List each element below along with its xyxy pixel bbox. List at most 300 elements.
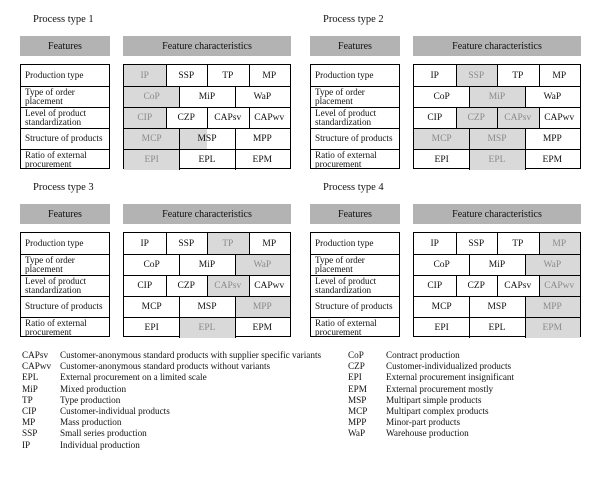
cell-divider bbox=[525, 150, 526, 170]
cell-divider bbox=[235, 150, 236, 170]
feature-label bbox=[311, 86, 399, 107]
characteristic-cell bbox=[525, 87, 580, 107]
characteristic-cell bbox=[539, 233, 581, 254]
characteristic-label: MSP bbox=[487, 302, 507, 312]
characteristic-label: WaP bbox=[543, 260, 562, 270]
feature-label-line: Structure of products bbox=[25, 301, 103, 312]
characteristic-cell bbox=[124, 129, 179, 149]
feature-label bbox=[311, 128, 399, 149]
characteristic-row bbox=[414, 317, 580, 338]
legend-entry bbox=[22, 361, 321, 372]
characteristic-cell bbox=[124, 65, 166, 86]
characteristic-label: EPI bbox=[144, 155, 159, 165]
cell-divider bbox=[235, 297, 236, 317]
characteristic-label: IP bbox=[430, 238, 439, 249]
feature-label-line: Production type bbox=[315, 69, 374, 80]
characteristics-grid bbox=[123, 64, 291, 169]
features-header: Features bbox=[20, 36, 110, 56]
cell-divider bbox=[539, 65, 540, 86]
legend-entry bbox=[348, 417, 514, 428]
characteristic-cell bbox=[414, 297, 469, 317]
characteristic-label: SSP bbox=[468, 238, 485, 249]
characteristic-label: CAPsv bbox=[214, 281, 242, 291]
legend-abbreviation: CAPwv bbox=[22, 361, 52, 372]
characteristic-cell bbox=[235, 297, 290, 317]
legend-entry bbox=[22, 406, 321, 417]
characteristic-cell bbox=[525, 318, 580, 338]
characteristic-label: MPP bbox=[542, 134, 562, 144]
legend-entry bbox=[348, 428, 514, 439]
legend-abbreviation: CZP bbox=[348, 361, 365, 372]
legend-description: Minor-part products bbox=[386, 417, 461, 428]
characteristic-label: MiP bbox=[488, 92, 506, 102]
characteristic-label: CoP bbox=[143, 260, 160, 270]
characteristic-row bbox=[414, 254, 580, 275]
characteristic-cell bbox=[166, 108, 208, 128]
feature-characteristics-header: Feature characteristics bbox=[413, 36, 581, 56]
legend-entry bbox=[348, 372, 514, 383]
characteristic-row bbox=[124, 254, 290, 275]
legend-description: Small series production bbox=[60, 428, 147, 439]
characteristic-cell bbox=[414, 65, 456, 86]
characteristic-label: MP bbox=[262, 238, 277, 249]
features-column bbox=[20, 232, 110, 337]
process-type-title: Process type 3 bbox=[33, 182, 94, 193]
feature-label bbox=[311, 107, 399, 128]
legend-abbreviation: SSP bbox=[22, 428, 38, 439]
legend-abbreviation: MP bbox=[22, 417, 36, 428]
feature-label-line: placement bbox=[315, 96, 353, 106]
legend-entry bbox=[348, 361, 514, 372]
cell-divider bbox=[249, 108, 250, 128]
legend-description: External procurement on a limited scale bbox=[60, 372, 207, 383]
legend-description: Customer-anonymous standard products with supplier specific variants bbox=[60, 350, 322, 360]
legend-entry bbox=[22, 384, 321, 395]
characteristic-label: MCP bbox=[431, 302, 452, 312]
characteristic-cell bbox=[179, 87, 234, 107]
legend-description: Warehouse production bbox=[386, 428, 469, 439]
characteristics-grid bbox=[413, 232, 581, 337]
feature-label-line: procurement bbox=[315, 327, 362, 337]
characteristic-label: TP bbox=[512, 238, 524, 249]
characteristic-label: CZP bbox=[177, 113, 195, 123]
characteristic-label: MCP bbox=[141, 134, 162, 144]
characteristic-label: CoP bbox=[433, 260, 450, 270]
legend-description: External procurement mostly bbox=[386, 383, 494, 394]
characteristic-cell bbox=[235, 318, 290, 338]
characteristic-cell bbox=[525, 129, 580, 149]
legend-abbreviation: TP bbox=[22, 394, 33, 405]
feature-label-line: placement bbox=[315, 264, 353, 274]
characteristic-label: CIP bbox=[427, 281, 443, 291]
cell-divider bbox=[179, 150, 180, 170]
characteristic-cell bbox=[179, 150, 234, 170]
feature-label-line: Production type bbox=[25, 69, 84, 80]
feature-label-line: Structure of products bbox=[25, 133, 103, 144]
feature-label bbox=[311, 65, 399, 86]
characteristic-cell bbox=[179, 297, 234, 317]
process-type-title: Process type 1 bbox=[33, 14, 94, 25]
feature-label-line: procurement bbox=[315, 159, 362, 169]
cell-divider bbox=[207, 276, 208, 296]
characteristic-label: SSP bbox=[178, 70, 195, 81]
characteristic-cell bbox=[497, 233, 539, 254]
characteristic-cell bbox=[124, 87, 179, 107]
cell-divider bbox=[235, 255, 236, 275]
legend-description: Contract production bbox=[386, 350, 460, 360]
legend-description: Individual production bbox=[60, 439, 140, 450]
characteristic-cell bbox=[456, 65, 498, 86]
cell-divider bbox=[207, 108, 208, 128]
characteristic-cell bbox=[469, 87, 524, 107]
characteristic-cell bbox=[497, 276, 539, 296]
cell-divider bbox=[166, 233, 167, 254]
cell-divider bbox=[525, 297, 526, 317]
cell-divider bbox=[166, 65, 167, 86]
legend-description: Customer-anonymous standard products without variants bbox=[60, 361, 271, 372]
characteristic-cell bbox=[469, 297, 524, 317]
characteristic-cell bbox=[249, 233, 291, 254]
legend-entry bbox=[22, 417, 321, 428]
feature-label bbox=[311, 317, 399, 338]
legend-entry bbox=[348, 406, 514, 417]
characteristic-label: WaP bbox=[253, 260, 272, 270]
cell-divider bbox=[179, 255, 180, 275]
characteristic-row bbox=[414, 107, 580, 128]
cell-divider bbox=[497, 233, 498, 254]
feature-label-line: Type of order bbox=[315, 86, 365, 97]
characteristic-row bbox=[124, 317, 290, 338]
characteristic-label: EPL bbox=[198, 323, 216, 333]
features-header: Features bbox=[20, 204, 110, 224]
cell-divider bbox=[469, 318, 470, 338]
cell-divider bbox=[525, 129, 526, 149]
legend-entry bbox=[348, 350, 514, 361]
characteristic-label: CZP bbox=[467, 113, 485, 123]
features-header: Features bbox=[310, 36, 400, 56]
characteristic-cell bbox=[414, 276, 456, 296]
characteristic-cell bbox=[497, 108, 539, 128]
feature-label-line: standardization bbox=[25, 117, 82, 127]
characteristic-cell bbox=[166, 65, 208, 86]
cell-divider bbox=[166, 276, 167, 296]
characteristic-cell bbox=[539, 276, 581, 296]
characteristic-cell bbox=[207, 276, 249, 296]
characteristic-label: MPP bbox=[252, 302, 272, 312]
characteristic-label: EPI bbox=[434, 323, 449, 333]
cell-divider bbox=[179, 318, 180, 338]
feature-label-line: Production type bbox=[25, 237, 84, 248]
characteristic-row bbox=[124, 275, 290, 296]
legend-entry bbox=[22, 350, 321, 361]
feature-label bbox=[311, 296, 399, 317]
legend-abbreviation: MCP bbox=[348, 406, 368, 417]
characteristic-cell bbox=[456, 276, 498, 296]
characteristic-cell bbox=[539, 65, 581, 86]
feature-label bbox=[21, 233, 109, 254]
cell-divider bbox=[497, 108, 498, 128]
characteristic-label: MP bbox=[552, 238, 567, 249]
characteristic-label: MPP bbox=[252, 134, 272, 144]
characteristic-cell bbox=[456, 233, 498, 254]
legend-abbreviation: WaP bbox=[348, 428, 366, 439]
feature-label-line: Level of product bbox=[25, 275, 87, 286]
characteristic-label: EPL bbox=[198, 155, 216, 165]
legend-description: Mass production bbox=[60, 417, 122, 428]
feature-label bbox=[21, 275, 109, 296]
characteristic-cell bbox=[469, 150, 524, 170]
characteristic-cell bbox=[124, 150, 179, 170]
feature-label-line: placement bbox=[25, 264, 63, 274]
characteristic-cell bbox=[249, 108, 291, 128]
legend-right bbox=[348, 350, 514, 440]
feature-label-line: Type of order bbox=[25, 86, 75, 97]
cell-divider bbox=[469, 150, 470, 170]
characteristic-label: EPI bbox=[144, 323, 159, 333]
cell-divider bbox=[525, 255, 526, 275]
cell-divider bbox=[469, 87, 470, 107]
characteristics-grid bbox=[413, 64, 581, 169]
characteristic-label: EPL bbox=[488, 155, 506, 165]
feature-label bbox=[311, 275, 399, 296]
characteristic-row bbox=[414, 275, 580, 296]
characteristic-label: EPM bbox=[252, 323, 273, 333]
legend-abbreviation: CAPsv bbox=[22, 350, 49, 360]
cell-divider bbox=[179, 297, 180, 317]
cell-divider bbox=[456, 233, 457, 254]
feature-label-line: Level of product bbox=[315, 275, 377, 286]
characteristic-label: CoP bbox=[433, 92, 450, 102]
characteristic-label: MCP bbox=[141, 302, 162, 312]
characteristic-label: CAPwv bbox=[544, 113, 575, 123]
characteristic-label: MiP bbox=[198, 260, 216, 270]
characteristic-cell bbox=[124, 255, 179, 275]
characteristic-row bbox=[124, 107, 290, 128]
feature-label bbox=[21, 317, 109, 338]
characteristic-cell bbox=[249, 65, 291, 86]
legend-abbreviation: CoP bbox=[348, 350, 364, 360]
characteristic-label: CAPwv bbox=[254, 281, 285, 291]
cell-divider bbox=[179, 87, 180, 107]
characteristic-label: MSP bbox=[197, 134, 217, 144]
characteristic-label: IP bbox=[140, 238, 149, 249]
characteristic-cell bbox=[235, 129, 290, 149]
characteristic-cell bbox=[497, 65, 539, 86]
cell-divider bbox=[456, 108, 457, 128]
characteristic-cell bbox=[456, 108, 498, 128]
feature-label-line: standardization bbox=[25, 285, 82, 295]
characteristic-cell bbox=[179, 129, 234, 149]
characteristic-cell bbox=[124, 108, 166, 128]
features-header: Features bbox=[310, 204, 400, 224]
characteristic-label: TP bbox=[222, 70, 234, 81]
cell-divider bbox=[497, 65, 498, 86]
feature-label-line: procurement bbox=[25, 327, 72, 337]
feature-label bbox=[311, 233, 399, 254]
cell-divider bbox=[249, 276, 250, 296]
characteristic-cell bbox=[235, 255, 290, 275]
characteristic-cell bbox=[539, 108, 581, 128]
characteristic-cell bbox=[469, 255, 524, 275]
characteristic-row bbox=[124, 86, 290, 107]
characteristic-label: MiP bbox=[488, 260, 506, 270]
cell-divider bbox=[179, 129, 180, 149]
characteristic-cell bbox=[469, 129, 524, 149]
characteristic-label: MiP bbox=[198, 92, 216, 102]
legend-abbreviation: CIP bbox=[22, 406, 37, 417]
feature-label-line: Ratio of external bbox=[315, 149, 377, 160]
characteristic-cell bbox=[207, 108, 249, 128]
feature-label-line: standardization bbox=[315, 285, 372, 295]
legend-description: Type production bbox=[60, 394, 121, 405]
characteristic-label: MP bbox=[552, 70, 567, 81]
characteristic-label: EPM bbox=[252, 155, 273, 165]
process-type-title: Process type 4 bbox=[323, 182, 384, 193]
feature-label-line: Ratio of external bbox=[25, 317, 87, 328]
characteristic-label: IP bbox=[430, 70, 439, 81]
characteristic-row bbox=[124, 128, 290, 149]
feature-characteristics-header: Feature characteristics bbox=[123, 204, 291, 224]
characteristic-cell bbox=[414, 129, 469, 149]
characteristic-cell bbox=[525, 255, 580, 275]
cell-divider bbox=[539, 233, 540, 254]
cell-divider bbox=[166, 108, 167, 128]
feature-label-line: Level of product bbox=[315, 107, 377, 118]
legend-abbreviation: MPP bbox=[348, 417, 367, 428]
characteristic-cell bbox=[207, 233, 249, 254]
cell-divider bbox=[235, 318, 236, 338]
characteristic-cell bbox=[414, 318, 469, 338]
legend-entry bbox=[22, 440, 321, 451]
legend-abbreviation: IP bbox=[22, 439, 31, 450]
cell-divider bbox=[235, 87, 236, 107]
characteristic-label: CoP bbox=[143, 92, 160, 102]
legend-abbreviation: MiP bbox=[22, 383, 38, 394]
characteristic-label: TP bbox=[512, 70, 524, 81]
legend-description: External procurement insignificant bbox=[386, 372, 515, 383]
features-column bbox=[310, 64, 400, 169]
characteristic-cell bbox=[235, 87, 290, 107]
feature-label bbox=[21, 65, 109, 86]
feature-label bbox=[21, 149, 109, 170]
characteristic-cell bbox=[179, 255, 234, 275]
cell-divider bbox=[539, 108, 540, 128]
feature-label-line: Level of product bbox=[25, 107, 87, 118]
characteristic-row bbox=[124, 296, 290, 317]
characteristic-label: CIP bbox=[427, 113, 443, 123]
cell-divider bbox=[456, 65, 457, 86]
feature-label-line: placement bbox=[25, 96, 63, 106]
characteristic-label: IP bbox=[140, 70, 149, 81]
characteristic-label: CAPwv bbox=[544, 281, 575, 291]
characteristic-label: EPM bbox=[542, 323, 563, 333]
characteristic-label: CAPsv bbox=[504, 281, 532, 291]
cell-divider bbox=[249, 233, 250, 254]
cell-divider bbox=[469, 297, 470, 317]
characteristic-cell bbox=[166, 233, 208, 254]
legend-abbreviation: MSP bbox=[348, 394, 367, 405]
characteristic-label: MSP bbox=[197, 302, 217, 312]
cell-divider bbox=[525, 87, 526, 107]
characteristic-label: CZP bbox=[177, 281, 195, 291]
feature-label-line: Type of order bbox=[25, 254, 75, 265]
characteristic-cell bbox=[235, 150, 290, 170]
characteristic-row bbox=[414, 149, 580, 170]
cell-divider bbox=[249, 65, 250, 86]
characteristic-label: MP bbox=[262, 70, 277, 81]
characteristic-label: CIP bbox=[137, 113, 153, 123]
characteristic-label: WaP bbox=[253, 92, 272, 102]
characteristic-row bbox=[124, 65, 290, 86]
characteristic-cell bbox=[525, 150, 580, 170]
legend-description: Mixed production bbox=[60, 383, 127, 394]
characteristic-row bbox=[414, 233, 580, 254]
characteristic-cell bbox=[124, 233, 166, 254]
characteristic-label: EPM bbox=[542, 155, 563, 165]
feature-label-line: Type of order bbox=[315, 254, 365, 265]
feature-label bbox=[21, 128, 109, 149]
characteristic-label: SSP bbox=[178, 238, 195, 249]
cell-divider bbox=[207, 233, 208, 254]
characteristic-row bbox=[124, 233, 290, 254]
feature-label-line: standardization bbox=[315, 117, 372, 127]
features-column bbox=[310, 232, 400, 337]
characteristic-cell bbox=[469, 318, 524, 338]
characteristic-label: WaP bbox=[543, 92, 562, 102]
characteristic-cell bbox=[414, 87, 469, 107]
characteristic-cell bbox=[525, 297, 580, 317]
characteristic-cell bbox=[124, 318, 179, 338]
cell-divider bbox=[456, 276, 457, 296]
legend-description: Customer-individualized products bbox=[386, 361, 512, 372]
cell-divider bbox=[469, 255, 470, 275]
characteristic-cell bbox=[414, 233, 456, 254]
legend-description: Multipart complex products bbox=[386, 406, 489, 417]
legend-description: Multipart simple products bbox=[386, 394, 482, 405]
characteristic-label: CIP bbox=[137, 281, 153, 291]
characteristic-label: MSP bbox=[487, 134, 507, 144]
feature-label-line: Structure of products bbox=[315, 133, 393, 144]
characteristic-cell bbox=[414, 108, 456, 128]
legend-entry bbox=[22, 395, 321, 406]
characteristic-row bbox=[414, 296, 580, 317]
process-type-title: Process type 2 bbox=[323, 14, 384, 25]
legend-left bbox=[22, 350, 321, 451]
cell-divider bbox=[469, 129, 470, 149]
feature-characteristics-header: Feature characteristics bbox=[123, 36, 291, 56]
characteristic-label: CAPsv bbox=[504, 113, 532, 123]
characteristic-cell bbox=[207, 65, 249, 86]
characteristic-cell bbox=[124, 276, 166, 296]
characteristic-row bbox=[414, 65, 580, 86]
characteristic-cell bbox=[179, 318, 234, 338]
feature-label-line: Ratio of external bbox=[315, 317, 377, 328]
characteristic-label: CAPwv bbox=[254, 113, 285, 123]
legend-entry bbox=[22, 428, 321, 439]
characteristic-cell bbox=[414, 150, 469, 170]
feature-label bbox=[311, 149, 399, 170]
features-column bbox=[20, 64, 110, 169]
feature-label bbox=[21, 107, 109, 128]
feature-label-line: procurement bbox=[25, 159, 72, 169]
characteristic-cell bbox=[249, 276, 291, 296]
cell-divider bbox=[497, 276, 498, 296]
characteristic-row bbox=[414, 86, 580, 107]
characteristic-cell bbox=[414, 255, 469, 275]
legend-entry bbox=[22, 372, 321, 383]
legend-entry bbox=[348, 395, 514, 406]
feature-label-line: Production type bbox=[315, 237, 374, 248]
